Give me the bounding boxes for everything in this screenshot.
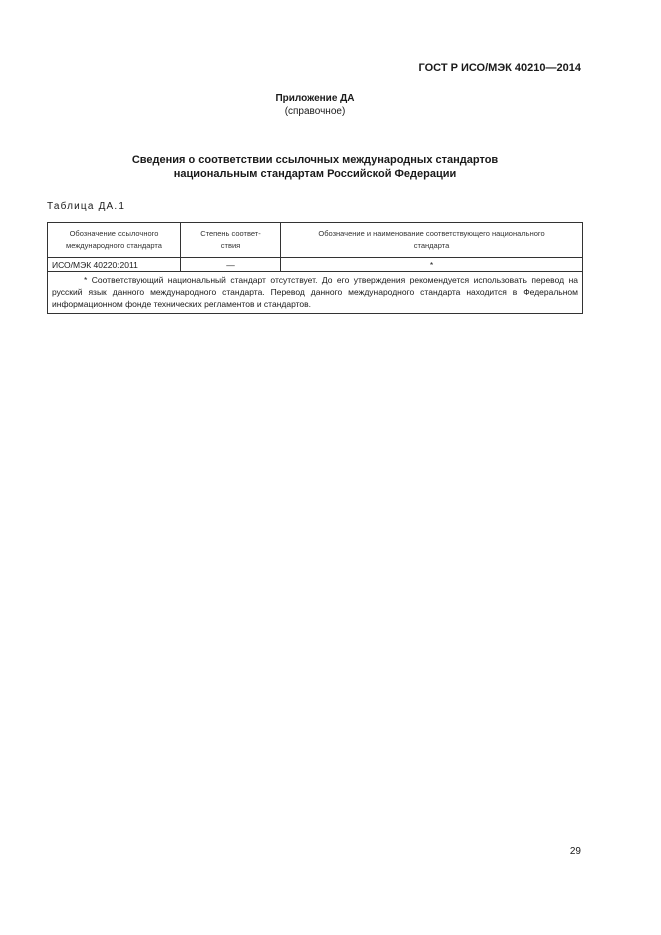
cell-reference: ИСО/МЭК 40220:2011 [48, 258, 181, 272]
table-footnote: * Соответствующий национальный стандарт отсутствует. До его утверждения рекомендуется использовать перевод на русский язык данного международного стандарта. Перевод данного международного стандарта находится в Федеральном информационном фонде технических регламентов и стандартов. [52, 275, 578, 309]
column-header-line: Обозначение ссылочного [69, 229, 159, 238]
column-header-reference [48, 223, 181, 258]
column-header-line: международного стандарта [66, 241, 162, 250]
table-caption: Таблица ДА.1 [47, 201, 126, 212]
annex-subtitle: (справочное) [284, 106, 346, 117]
table-row [48, 258, 583, 272]
section-heading-line1: Сведения о соответствии ссылочных международных стандартов [131, 154, 499, 166]
correspondence-table [47, 222, 583, 314]
cell-degree: — [181, 258, 281, 272]
column-header-national [281, 223, 583, 258]
page-number: 29 [569, 846, 581, 857]
annex-title-block [0, 92, 630, 118]
column-header-line: Степень соответ- [200, 229, 261, 238]
column-header-line: ствия [220, 241, 241, 250]
cell-national: * [281, 258, 583, 272]
section-heading-line2: национальным стандартам Российской Федерации [173, 168, 457, 180]
column-header-degree [181, 223, 281, 258]
annex-title: Приложение ДА [275, 93, 355, 104]
section-heading [0, 153, 630, 181]
column-header-line: стандарта [413, 241, 450, 250]
table-footnote-row [48, 272, 583, 314]
document-code: ГОСТ Р ИСО/МЭК 40210—2014 [418, 62, 581, 74]
column-header-line: Обозначение и наименование соответствующего национального [318, 229, 545, 238]
table-footnote-cell [48, 272, 583, 314]
table-header-row [48, 223, 583, 258]
